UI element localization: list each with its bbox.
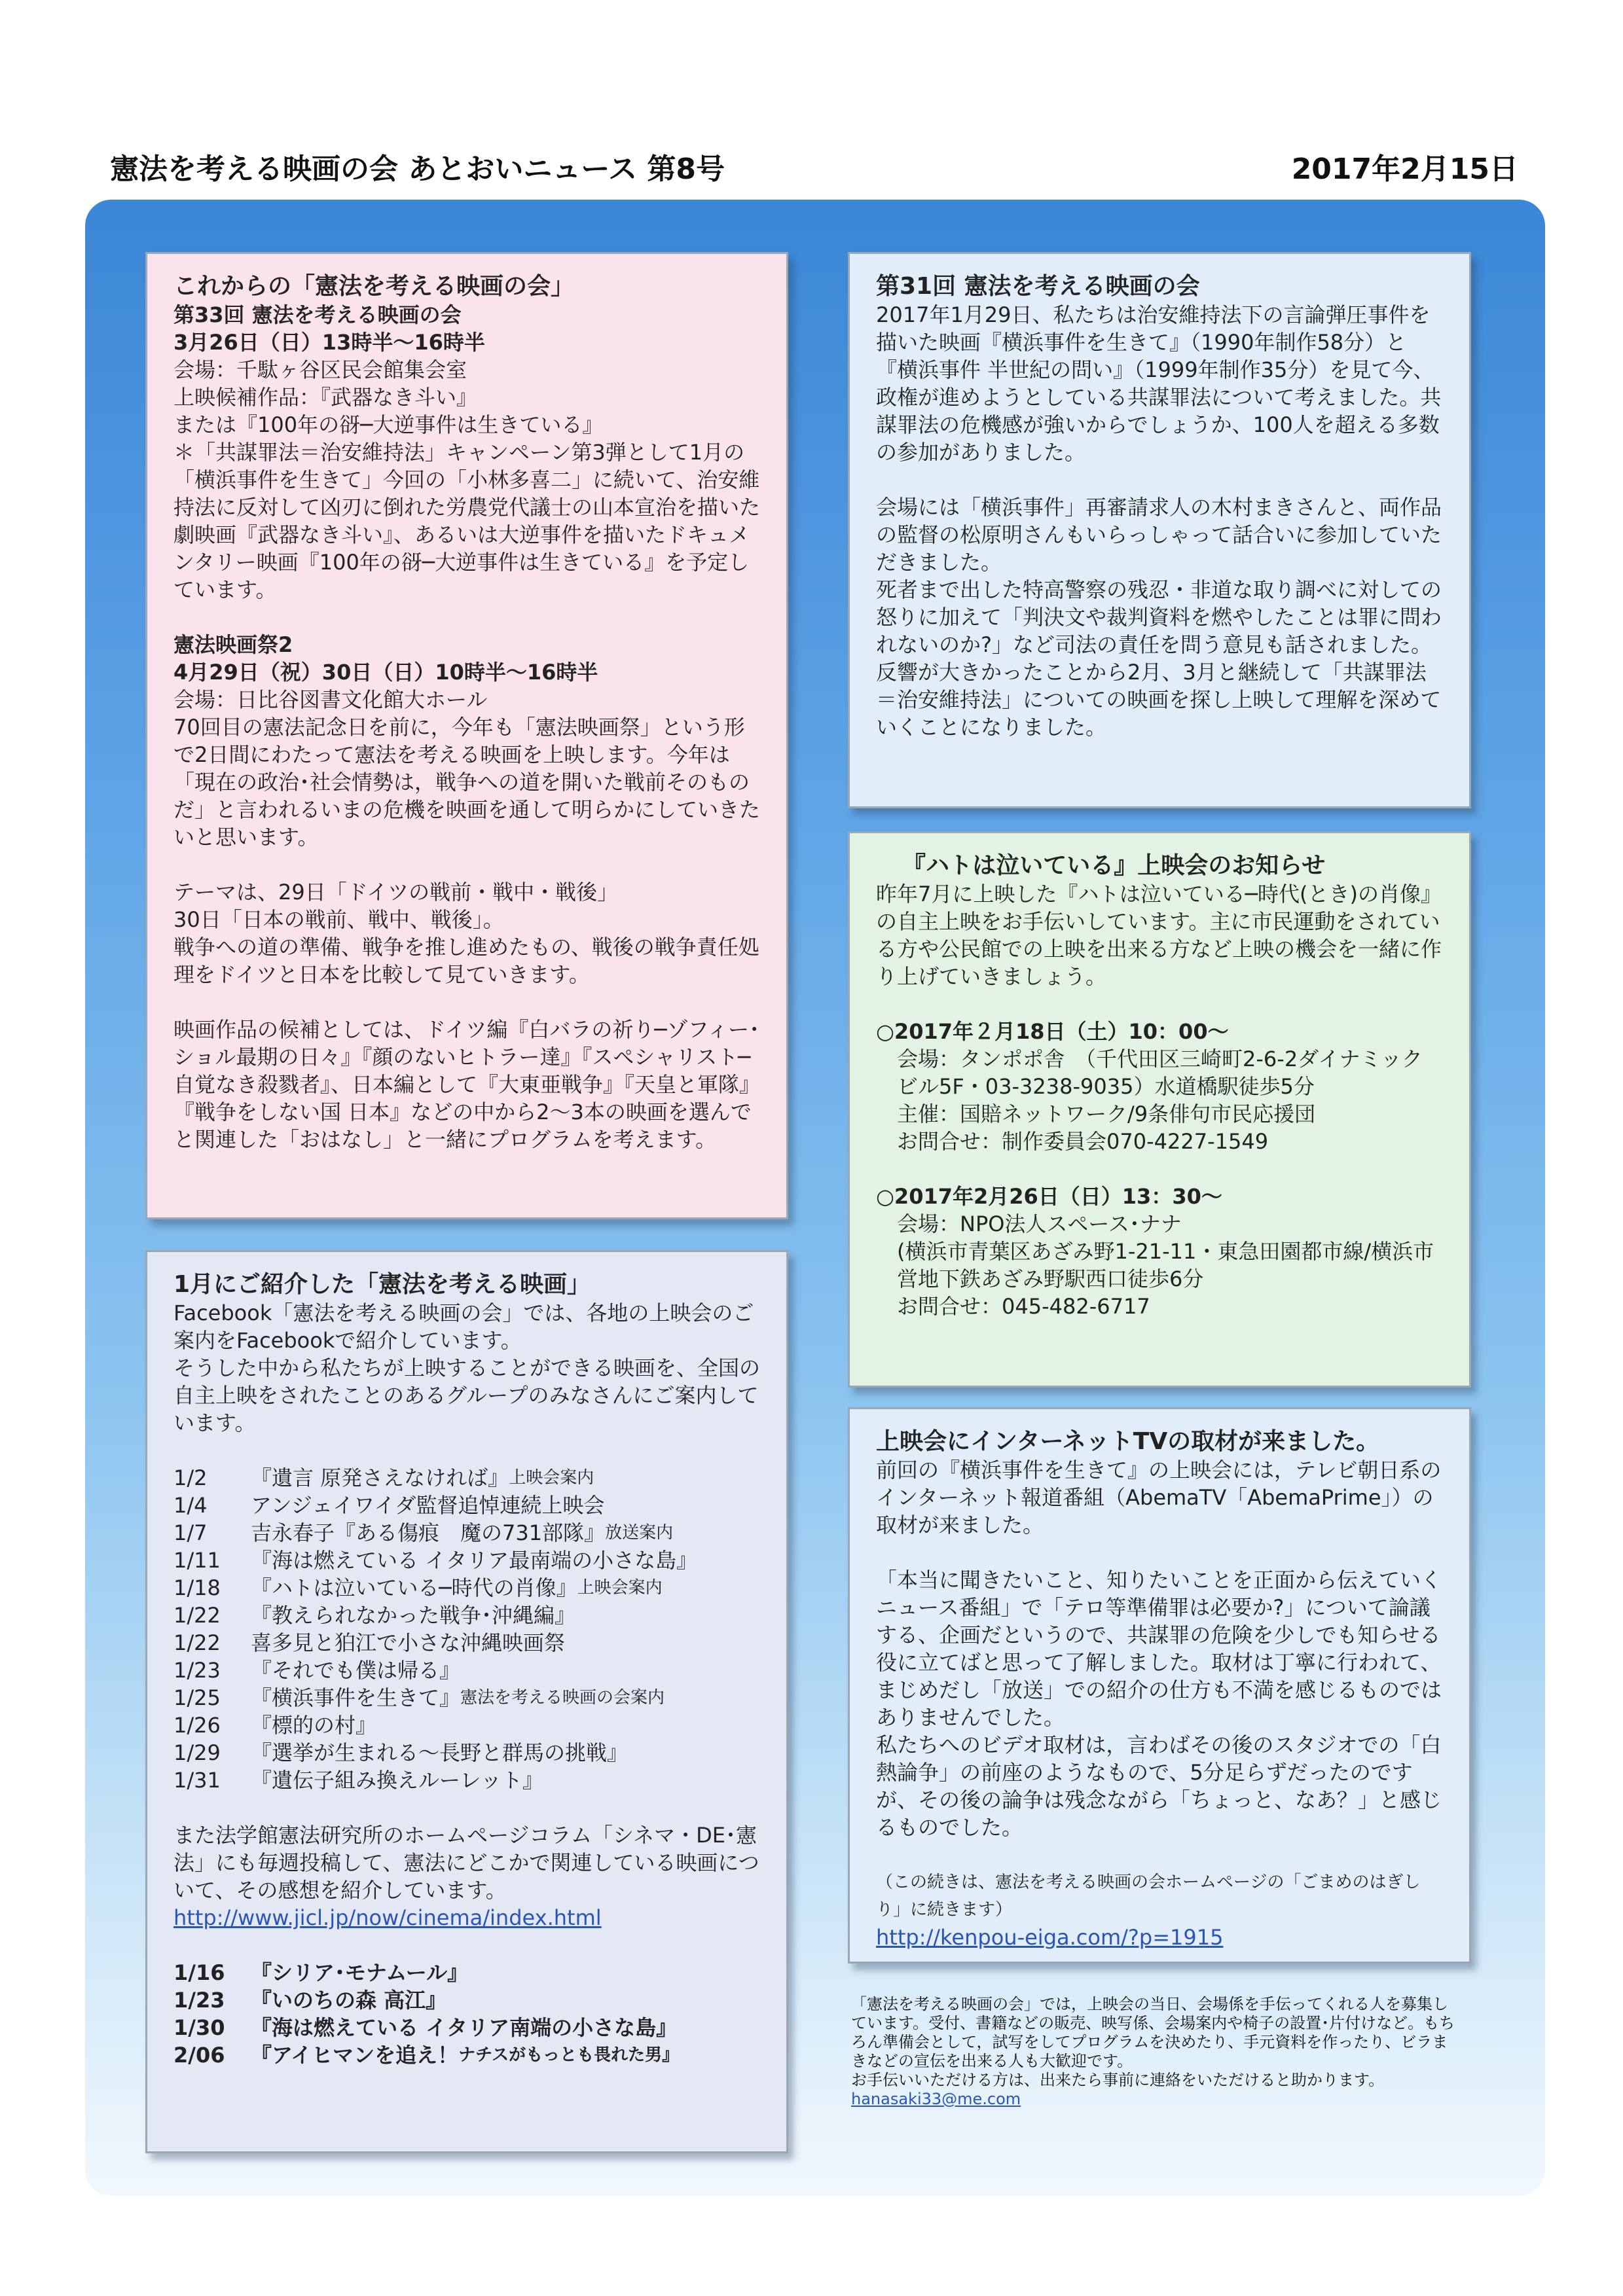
newsletter-title: 憲法を考える映画の会 あとおいニュース 第8号 [110, 152, 725, 186]
internet-tv-title: 上映会にインターネットTVの取材が来ました。 [876, 1428, 1380, 1455]
cinema-column-link[interactable]: http://www.jicl.jp/now/cinema/index.html [173, 1905, 602, 1930]
list-item-title: 『教えられなかった戦争･沖縄編』 [251, 1603, 576, 1628]
fest-text: 70回目の憲法記念日を前に，今年も「憲法映画祭」という形で2日間にわたって憲法を考える映画を上映します。今年は「現在の政治･社会情勢は，戦争への道を開いた戦前そのものだ」と言われるいまの危機を映画を通して明らかにしていきたいと思います。 [173, 715, 761, 850]
cinema-column-text: また法学館憲法研究所のホームページコラム「シネマ・DE･憲法」にも毎週投稿して、憲法にどこかで関連している映画について、その感想を紹介しています。 [173, 1823, 759, 1903]
list-item-note: 上映会案内 [509, 1468, 594, 1488]
upcoming-events-box [145, 252, 788, 1219]
list-item-date: 1/16 [173, 1960, 225, 1985]
screening2-address: (横浜市青葉区あざみ野1-21-11・東急田園都市線/横浜市営地下鉄あざみ野駅西口徒歩6分 [897, 1239, 1434, 1291]
event33-or: または『100年の谺─大逆事件は生きている』 [173, 412, 604, 437]
screening2-date: ○2017年2月26日（日）13：30〜 [876, 1184, 1222, 1209]
list-item [173, 2014, 760, 2041]
list-item-date: 1/23 [173, 1988, 225, 2013]
report31-para2: 会場には「横浜事件」再審請求人の木村まきさんと、両作品の監督の松原明さんもいらっしゃって話合いに参加していただきました。 [876, 495, 1442, 575]
internet-tv-para1: 前回の『横浜事件を生きて』の上映会には，テレビ朝日系のインターネット報道番組（AbemaTV「AbemaPrime」）の取材が来ました。 [876, 1458, 1442, 1537]
screening1-venue: 会場：タンポポ舎 （千代田区三崎町2-6-2ダイナミックビル5F・03-3238-9035）水道橋駅徒歩5分 [897, 1047, 1423, 1099]
event33-datetime: 3月26日（日）13時半〜16時半 [173, 330, 485, 355]
list-item-title: 『海は燃えている イタリア最南端の小さな島』 [251, 1548, 698, 1573]
screening1-contact: お問合せ：制作委員会070-4227-1549 [897, 1129, 1269, 1154]
screening1-date: ○2017年２月18日（土）10：00〜 [876, 1019, 1229, 1044]
upcoming-title: これからの「憲法を考える映画の会」 [173, 273, 575, 300]
list-item-date: 1/18 [173, 1575, 221, 1600]
list-item-note: 上映会案内 [577, 1578, 663, 1598]
list-item-title: 『シリア･モナムール』 [251, 1960, 469, 1985]
report31-box [848, 252, 1471, 808]
list-item-title: アンジェイワイダ監督追悼連続上映会 [251, 1493, 605, 1518]
list-item-date: 1/4 [173, 1493, 208, 1518]
report31-para1: 2017年1月29日、私たちは治安維持法下の言論弾圧事件を描いた映画『横浜事件を生きて』（1990年制作58分）と『横浜事件 半世紀の問い』（1999年制作35分）を見て今、政権が進めようとしている共謀罪法について考えました。共謀罪法の危機感が強いからでしょうか、100人を超える多数の参加がありました。 [876, 302, 1442, 465]
list-item-date: 1/11 [173, 1548, 221, 1573]
event33-venue: 会場：千駄ヶ谷区民会館集会室 [173, 357, 467, 382]
event33-candidate: 上映候補作品：『武器なき斗い』 [173, 385, 478, 410]
list-item-date: 1/2 [173, 1465, 208, 1490]
list-item-date: 1/29 [173, 1740, 221, 1765]
list-item [173, 1629, 760, 1657]
list-item-date: 1/31 [173, 1768, 221, 1793]
list-item-date: 1/7 [173, 1520, 208, 1545]
list-item-title: 喜多見と狛江で小さな沖縄映画祭 [251, 1630, 566, 1655]
list-item-date: 2/06 [173, 2043, 225, 2068]
issue-date: 2017年2月15日 [1291, 152, 1518, 186]
list-item-title: 『標的の村』 [251, 1713, 377, 1738]
january-film-list [173, 1464, 760, 1794]
report31-para3: 死者まで出した特高警察の残忍・非道な取り調べに対しての怒りに加えて「判決文や裁判資料を燃やしたことは罪に問われないのか?」など司法の責任を問う意見も話されました。反響が大きかったことから2月、3月と継続して「共謀罪法＝治安維持法」についての映画を探し上映して理解を深めていくことになりました。 [876, 577, 1442, 740]
list-item-note: ナチスがもっとも畏れた男』 [458, 2045, 680, 2065]
list-item [173, 1657, 760, 1684]
films-text: 映画作品の候補としては、ドイツ編『白バラの祈り─ゾフィー･ショル最期の日々』『顔のないヒトラー達』『スペシャリスト─自覚なき殺戮者』、日本編として『大東亜戦争』『天皇と軍隊』『戦争をしない国 日本』などの中から2〜3本の映画を選んでと関連した「おはなし」と一緒にプログラムを考えます。 [173, 1017, 761, 1152]
list-item-title: 『遺伝子組み換えルーレット』 [251, 1768, 544, 1793]
hato-screening-box [848, 831, 1471, 1388]
screening1-host: 主催：国賠ネットワーク/9条俳句市民応援団 [897, 1102, 1316, 1126]
list-item [173, 1602, 760, 1629]
list-item-date: 1/22 [173, 1603, 221, 1628]
theme-text: 戦争への道の準備、戦争を推し進めたもの、戦後の戦争責任処理をドイツと日本を比較して見ていきます。 [173, 935, 759, 987]
volunteer-note [851, 1995, 1460, 2109]
list-item [173, 1519, 760, 1547]
theme-line1: テーマは、29日「ドイツの戦前・戦中・戦後」 [173, 880, 619, 905]
internet-tv-box [848, 1407, 1471, 1964]
list-item-title: 『ハトは泣いている─時代の肖像』 [251, 1575, 577, 1600]
list-item [173, 1767, 760, 1794]
list-item [173, 1547, 760, 1574]
theme-line2: 30日「日本の戦前、戦中、戦後」。 [173, 907, 504, 932]
list-item-note: 憲法を考える映画の会案内 [460, 1688, 665, 1708]
internet-tv-para2: 「本当に聞きたいこと、知りたいことを正面から伝えていくニュース番組」で「テロ等準備罪は必要か?」について論議する、企画だというので、共謀罪の危険を少しでも知らせる役に立てばと思って了解しました。取材は丁寧に行われて、まじめだし「放送」での紹介の仕方も不満を感じるものではありませんでした。 [876, 1568, 1442, 1730]
list-item-title: 『海は燃えている イタリア南端の小さな島』 [251, 2015, 678, 2040]
list-item [173, 1574, 760, 1602]
list-item-title: 『横浜事件を生きて』 [251, 1685, 461, 1710]
screening2-venue: 会場：NPO法人スペース･ナナ [897, 1211, 1182, 1236]
list-item [173, 1712, 760, 1739]
list-item-date: 1/22 [173, 1630, 221, 1655]
list-item [173, 1492, 760, 1519]
report31-title: 第31回 憲法を考える映画の会 [876, 273, 1200, 300]
hato-intro: 昨年7月に上映した『ハトは泣いている─時代(とき)の肖像』の自主上映をお手伝いしています。主に市民運動をされている方や公民館での上映を出来る方など上映の機会を一緒に作り上げていきましょう。 [876, 882, 1442, 989]
screening2-contact: お問合せ：045-482-6717 [897, 1294, 1150, 1319]
list-item-title: 『いのちの森 高江』 [251, 1988, 447, 2013]
list-item [173, 1684, 760, 1712]
list-item-title: 『選挙が生まれる〜長野と群馬の挑戦』 [251, 1740, 629, 1765]
list-item [173, 1959, 760, 1986]
event33-note: ＊「共謀罪法＝治安維持法」キャンペーン第3弾として1月の「横浜事件を生きて」今回の「小林多喜二」に続いて、治安維持法に反対して凶刃に倒れた労農党代議士の山本宣治を描いた劇映画『武器なき斗い』、あるいは大逆事件を描いたドキュメンタリー映画『100年の谺─大逆事件は生きている』を予定しています。 [173, 440, 761, 602]
kenpou-eiga-link[interactable]: http://kenpou-eiga.com/?p=1915 [876, 1925, 1224, 1950]
fest-heading: 憲法映画祭2 [173, 632, 293, 657]
list-item [173, 1464, 760, 1492]
list-item-date: 1/30 [173, 2015, 225, 2040]
list-item-title: 『遺言 原発さえなければ』 [251, 1465, 509, 1490]
hato-title: 『ハトは泣いている』上映会のお知らせ [902, 852, 1326, 879]
volunteer-text: 「憲法を考える映画の会」では，上映会の当日、会場係を手伝ってくれる人を募集しています。受付、書籍などの販売、映写係、会場案内や椅子の設置･片付けなど。もちろん準備会として，試写をしてプログラムを決めたり、手元資料を作ったり、ビラまきなどの宣伝を出来る人も大歓迎です。 [851, 1995, 1455, 2070]
january-films-box [145, 1250, 788, 2153]
january-title: 1月にご紹介した「憲法を考える映画」 [173, 1271, 591, 1298]
fest-datetime: 4月29日（祝）30日（日）10時半〜16時半 [173, 660, 598, 685]
list-item-date: 1/26 [173, 1713, 221, 1738]
january-intro2: そうした中から私たちが上映することができる映画を、全国の自主上映をされたことのあるグループのみなさんにご案内しています。 [173, 1355, 761, 1435]
list-item-date: 1/25 [173, 1685, 221, 1710]
cinema-column-list [173, 1959, 760, 2069]
list-item [173, 1739, 760, 1767]
list-item [173, 1986, 760, 2014]
list-item [173, 2041, 760, 2069]
event33-heading: 第33回 憲法を考える映画の会 [173, 302, 462, 327]
contact-email-link[interactable]: hanasaki33@me.com [851, 2090, 1021, 2108]
list-item-title: 『アイヒマンを追え！ [251, 2043, 459, 2068]
january-intro1: Facebook「憲法を考える映画の会」では、各地の上映会のご案内をFacebookで紹介しています。 [173, 1300, 754, 1353]
fest-venue: 会場：日比谷図書文化館大ホール [173, 687, 488, 712]
list-item-title: 『それでも僕は帰る』 [251, 1658, 461, 1683]
volunteer-text2: お手伝いいただける方は、出来たら事前に連絡をいただけると助かります。 [851, 2071, 1385, 2089]
internet-tv-note: （この続きは、憲法を考える映画の会ホームページの「ごまめのはぎしり」に続きます） [876, 1873, 1421, 1920]
internet-tv-para3: 私たちへのビデオ取材は，言わばその後のスタジオでの「白熱論争」の前座のようなもので、5分足らずだったのですが、その後の論争は残念ながら「ちょっと、なあ？」と感じるものでした。 [876, 1732, 1442, 1840]
list-item-title: 吉永春子『ある傷痕 魔の731部隊』 [251, 1520, 606, 1545]
list-item-note: 放送案内 [605, 1523, 674, 1543]
list-item-date: 1/23 [173, 1658, 221, 1683]
